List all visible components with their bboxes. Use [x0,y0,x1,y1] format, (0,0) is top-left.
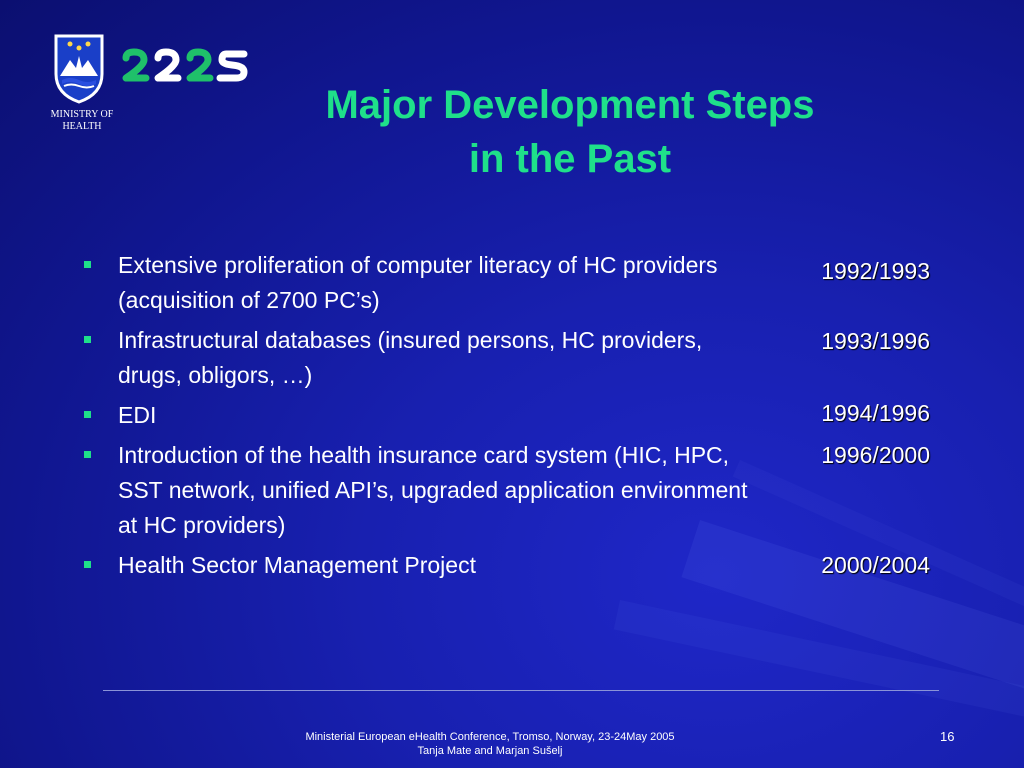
footer [240,730,740,758]
year-label: 1992/1993 [821,258,930,284]
bullet-square-icon [84,261,91,268]
list-item [78,248,758,318]
list-item [78,438,758,543]
slide-title [230,78,910,186]
title-line-1: Major Development Steps [325,83,815,127]
list-item [78,323,758,393]
footer-line-1: Ministerial European eHealth Conference, Tromso, Norway, 23-24May 2005 [305,731,675,743]
page-number: 16 [940,729,955,744]
coat-of-arms-icon [52,34,106,104]
ministry-line-2: HEALTH [62,121,102,132]
footer-line-2: Tanja Mate and Marjan Sušelj [417,745,563,757]
list-item [78,398,758,433]
footer-divider [103,690,939,691]
title-line-2: in the Past [468,137,672,181]
year-label: 1993/1996 [821,328,930,354]
ministry-label [30,109,134,133]
bullet-square-icon [84,451,91,458]
year-label: 2000/2004 [821,552,930,578]
list-item-text: EDI [118,402,157,428]
bullet-square-icon [84,336,91,343]
list-item-text: Infrastructural databases (insured persons, HC providers, drugs, obligors, …) [118,327,703,388]
year-label: 1994/1996 [821,400,930,426]
bullet-square-icon [84,561,91,568]
year-label: 1996/2000 [821,442,930,468]
list-item-text: Extensive proliferation of computer literacy of HC providers (acquisition of 2700 PC’s) [118,252,718,313]
list-item-text: Health Sector Management Project [118,552,476,578]
ministry-line-1: MINISTRY OF [50,109,114,120]
bullet-list [78,248,758,588]
list-item-text: Introduction of the health insurance card system (HIC, HPC, SST network, unified API’s, upgraded application environment at HC providers) [118,442,748,538]
bullet-square-icon [84,411,91,418]
list-item [78,548,758,583]
